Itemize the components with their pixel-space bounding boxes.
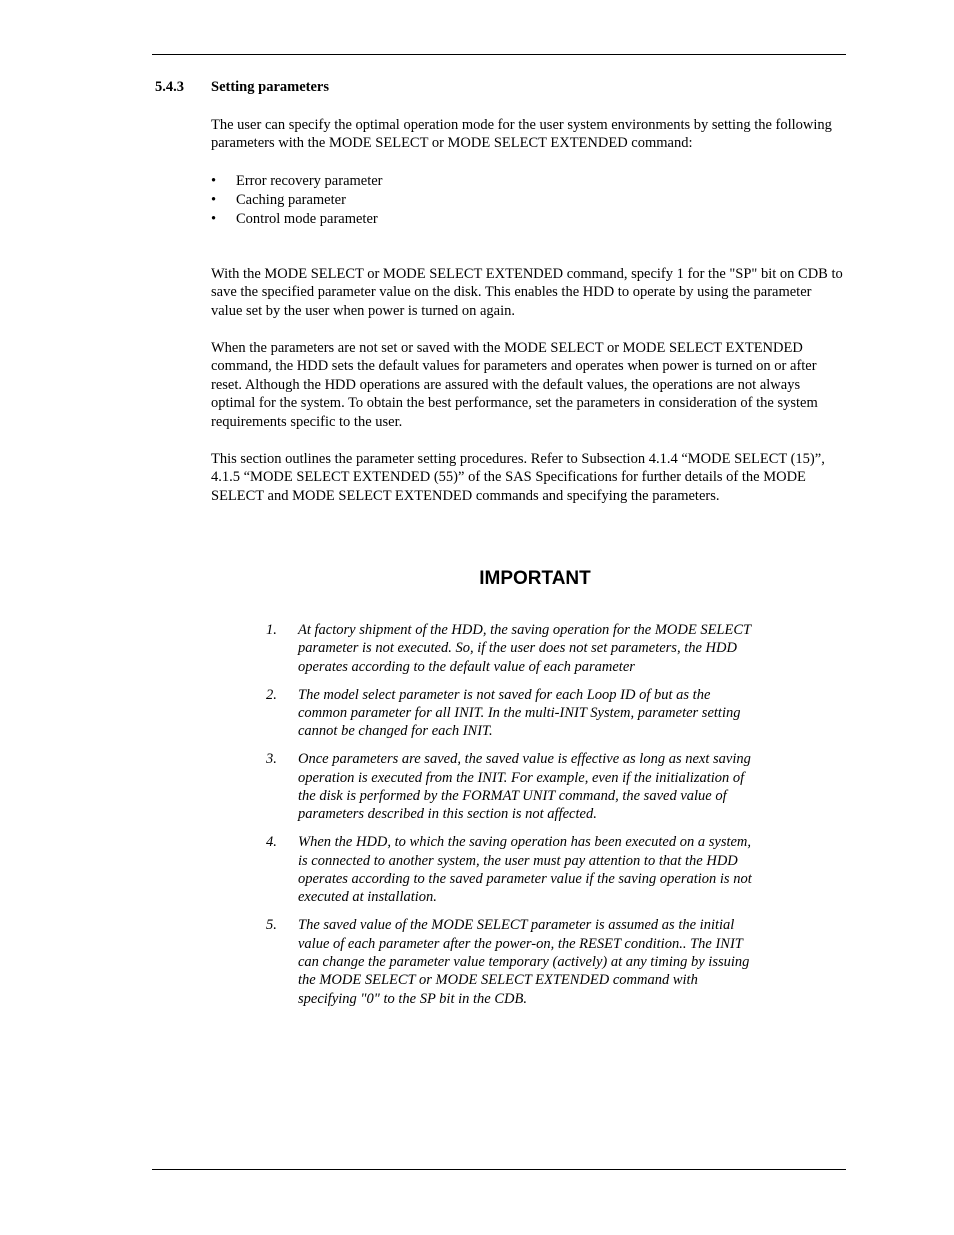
important-notes-list: [266, 621, 756, 1018]
note-number: 2.: [266, 686, 277, 703]
note-text: The saved value of the MODE SELECT parameter is assumed as the initial value of each parameter after the power-on, the RESET condition.. The INIT can change the parameter value temporary (actively) at any timing by issuing the MODE SELECT or MODE SELECT EXTENDED command with specifying "0" to the SP bit in the CDB.: [298, 917, 750, 1007]
note-number: 5.: [266, 917, 277, 934]
note-text: At factory shipment of the HDD, the saving operation for the MODE SELECT parameter is not executed. So, if the user does not set parameters, the HDD operates according to the default value of each parameter: [298, 622, 751, 675]
list-item-text: Error recovery parameter: [236, 173, 383, 189]
note-item: [266, 621, 756, 676]
list-item-text: Caching parameter: [236, 192, 346, 208]
bullet-icon: •: [211, 192, 217, 208]
list-item-text: Control mode parameter: [236, 211, 378, 227]
note-text: Once parameters are saved, the saved value is effective as long as next saving operation is executed from the INIT. For example, even if the initialization of the disk is performed by the FORMAT UNIT command, the saved value of parameters described in this section is not affected.: [298, 751, 751, 823]
note-item: [266, 916, 756, 1008]
header-rule: [152, 54, 846, 55]
list-item: [211, 210, 383, 229]
footer-rule: [152, 1169, 846, 1170]
section-heading: [155, 79, 329, 96]
outline-paragraph: [211, 450, 846, 505]
default-values-paragraph: [211, 339, 846, 431]
list-item: [211, 172, 383, 191]
paragraph-text: When the parameters are not set or saved with the MODE SELECT or MODE SELECT EXTENDED command, the HDD sets the default values for parameters and operates when power is turned on or after reset. Although the HDD operations are assured with the default values, the operations are not always optimal for the system. To obtain the best performance, set the parameters in consideration of the system requirements specific to the user.: [211, 340, 818, 430]
section-number: 5.4.3: [155, 79, 184, 95]
sp-bit-paragraph: [211, 265, 846, 320]
paragraph-text: This section outlines the parameter setting procedures. Refer to Subsection 4.1.4 “MODE SELECT (15)”, 4.1.5 “MODE SELECT EXTENDED (55)” of the SAS Specifications for further details of the MODE SELECT and MODE SELECT EXTENDED commands and specifying the parameters.: [211, 451, 825, 504]
note-text: When the HDD, to which the saving operation has been executed on a system, is connected to another system, the user must pay attention to that the HDD operates according to the saved parameter value if the saving operation is not executed at installation.: [298, 834, 752, 906]
note-item: [266, 686, 756, 741]
bullet-icon: •: [211, 211, 217, 227]
bullet-icon: •: [211, 173, 217, 189]
parameter-list: [211, 172, 383, 229]
important-heading-text: IMPORTANT: [479, 568, 591, 589]
important-heading: [0, 568, 954, 590]
note-text: The model select parameter is not saved for each Loop ID of but as the common parameter for all INIT. In the multi-INIT System, parameter setting cannot be changed for each INIT.: [298, 686, 741, 740]
note-number: 3.: [266, 751, 277, 768]
section-title: Setting parameters: [211, 79, 329, 95]
paragraph-text: With the MODE SELECT or MODE SELECT EXTENDED command, specify 1 for the "SP" bit on CDB to save the specified parameter value on the disk. This enables the HDD to operate by using the parameter value set by the user when power is turned on again.: [211, 266, 843, 319]
note-item: [266, 833, 756, 907]
intro-paragraph: [211, 116, 846, 153]
intro-text: The user can specify the optimal operation mode for the user system environments by setting the following parameters with the MODE SELECT or MODE SELECT EXTENDED command:: [211, 117, 832, 152]
note-number: 4.: [266, 834, 277, 851]
list-item: [211, 191, 383, 210]
note-item: [266, 750, 756, 824]
note-number: 1.: [266, 622, 277, 638]
